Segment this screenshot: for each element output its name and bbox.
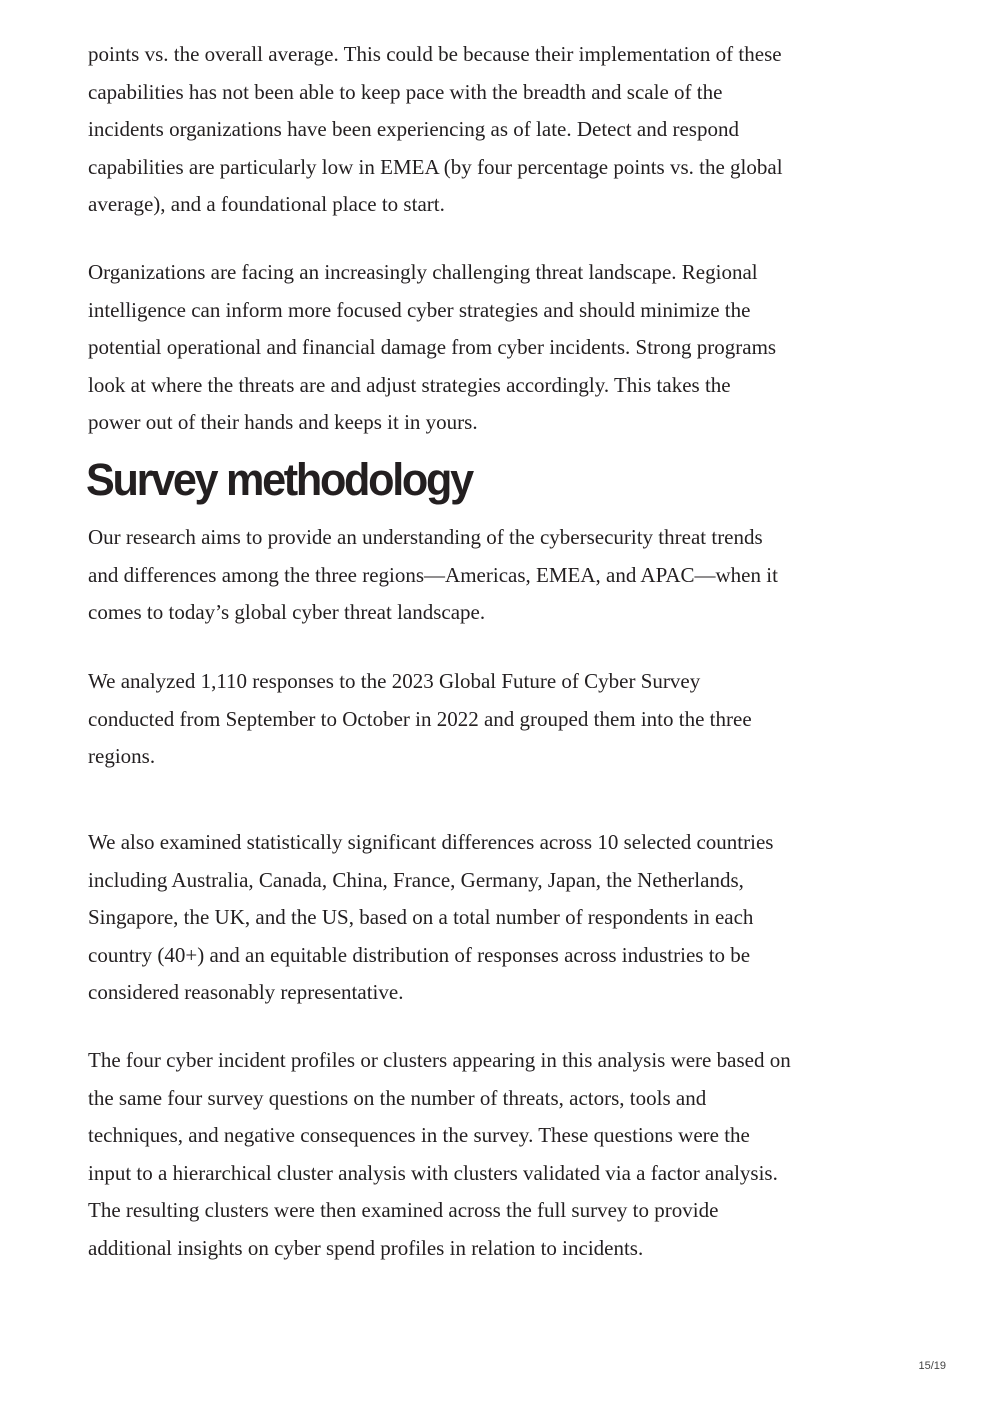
- text-line: incidents organizations have been experiencing as of late. Detect and respond: [88, 117, 739, 142]
- text-line: We also examined statistically significant differences across 10 selected countries: [88, 830, 774, 854]
- text-line: considered reasonably representative.: [88, 980, 404, 1005]
- paragraph-detect-respond: [88, 36, 783, 224]
- text-line: capabilities has not been able to keep pace with the breadth and scale of the: [88, 79, 723, 104]
- text-line: including Australia, Canada, China, France, Germany, Japan, the Netherlands,: [88, 867, 744, 892]
- paragraph-clusters: [88, 1042, 791, 1268]
- page-number: 15/19: [918, 1360, 946, 1372]
- text-line: The four cyber incident profiles or clusters appearing in this analysis were based on: [88, 1048, 791, 1072]
- text-line: techniques, and negative consequences in the survey. These questions were the: [88, 1123, 750, 1148]
- text-line: regions.: [88, 744, 156, 769]
- paragraph-threat-landscape: [88, 254, 776, 442]
- text-line: conducted from September to October in 2022 and grouped them into the three: [88, 706, 752, 731]
- text-line: power out of their hands and keeps it in yours.: [88, 410, 478, 435]
- paragraph-responses: [88, 663, 752, 776]
- text-line: input to a hierarchical cluster analysis with clusters validated via a factor analysis.: [88, 1160, 778, 1185]
- text-line: The resulting clusters were then examined across the full survey to provide: [88, 1198, 719, 1223]
- paragraph-research-aims: [88, 519, 778, 632]
- text-line: and differences among the three regions—Americas, EMEA, and APAC—when it: [88, 562, 778, 587]
- text-line: potential operational and financial damage from cyber incidents. Strong programs: [88, 335, 777, 360]
- text-line: Organizations are facing an increasingly challenging threat landscape. Regional: [88, 260, 758, 284]
- text-line: We analyzed 1,110 responses to the 2023 Global Future of Cyber Survey: [88, 669, 701, 693]
- text-line: capabilities are particularly low in EMEA (by four percentage points vs. the global: [88, 154, 783, 179]
- section-heading: Survey methodology: [86, 454, 472, 505]
- text-line: look at where the threats are and adjust strategies accordingly. This takes the: [88, 372, 731, 397]
- text-line: country (40+) and an equitable distribution of responses across industries to be: [88, 942, 751, 967]
- text-line: points vs. the overall average. This could be because their implementation of these: [88, 42, 782, 66]
- text-line: the same four survey questions on the number of threats, actors, tools and: [88, 1085, 707, 1110]
- text-line: additional insights on cyber spend profiles in relation to incidents.: [88, 1235, 644, 1260]
- text-line: comes to today’s global cyber threat landscape.: [88, 600, 486, 625]
- text-line: Singapore, the UK, and the US, based on a total number of respondents in each: [88, 905, 754, 930]
- text-line: average), and a foundational place to start.: [88, 192, 445, 217]
- text-line: Our research aims to provide an understanding of the cybersecurity threat trends: [88, 525, 763, 549]
- text-line: intelligence can inform more focused cyber strategies and should minimize the: [88, 297, 751, 322]
- paragraph-countries: [88, 824, 773, 1012]
